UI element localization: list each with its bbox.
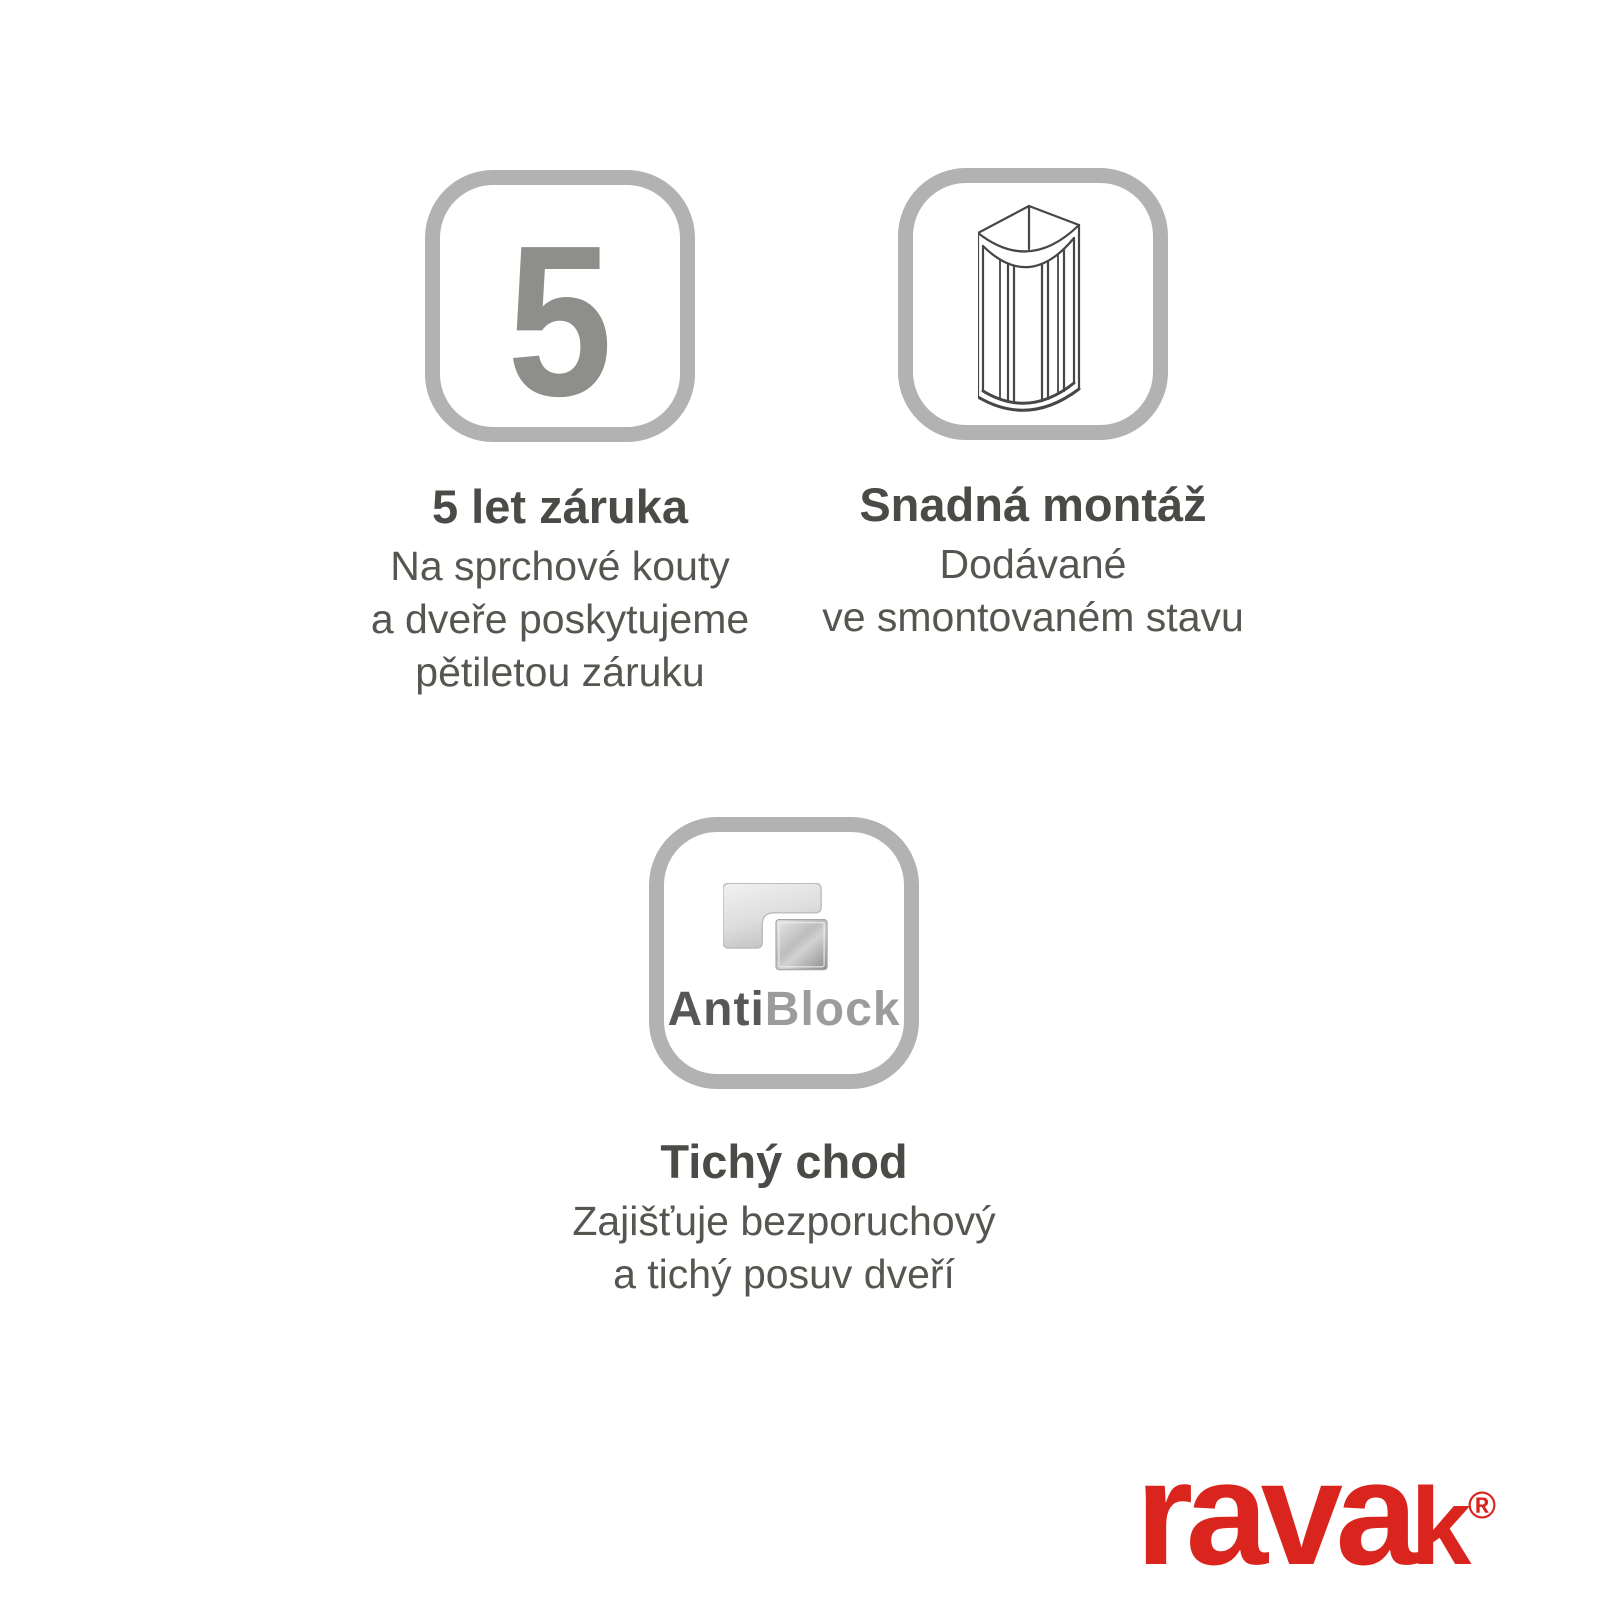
description-line: a dveře poskytujeme <box>370 595 750 642</box>
feature-assembly <box>793 168 1273 644</box>
feature-quiet-title: Tichý chod <box>660 1135 908 1188</box>
shower-enclosure-icon <box>978 203 1088 415</box>
description-line: Zajišťuje bezporuchový <box>572 1197 996 1244</box>
feature-warranty-title: 5 let záruka <box>431 480 689 533</box>
number-5-icon: 5 <box>507 199 613 441</box>
registered-trademark-symbol: ® <box>1468 1484 1496 1527</box>
antiblock-anti-text: Anti <box>667 983 765 1037</box>
antiblock-logo <box>667 883 900 1037</box>
antiblock-badge <box>649 817 919 1089</box>
antiblock-wordmark <box>667 984 900 1037</box>
description-line: ve smontovaném stavu <box>822 593 1244 640</box>
antiblock-block-text: Block <box>764 983 901 1037</box>
description-line: pětiletou záruku <box>415 648 705 695</box>
ravak-wordmark: ravak <box>1135 1431 1464 1596</box>
ravak-k-letter: k <box>1410 1466 1464 1588</box>
description-line: Na sprchové kouty <box>390 542 730 589</box>
feature-quiet-description <box>544 1195 1024 1301</box>
antiblock-blocks-icon <box>723 883 831 972</box>
feature-warranty <box>320 170 800 699</box>
warranty-badge <box>425 170 695 442</box>
assembly-badge <box>898 168 1168 440</box>
feature-assembly-title: Snadná montáž <box>859 478 1207 531</box>
feature-assembly-description <box>793 538 1273 644</box>
feature-quiet <box>544 817 1024 1301</box>
description-line: Dodávané <box>939 540 1127 587</box>
ravak-logo <box>1135 1431 1496 1596</box>
description-line: a tichý posuv dveří <box>613 1250 955 1297</box>
feature-warranty-description <box>320 540 800 699</box>
